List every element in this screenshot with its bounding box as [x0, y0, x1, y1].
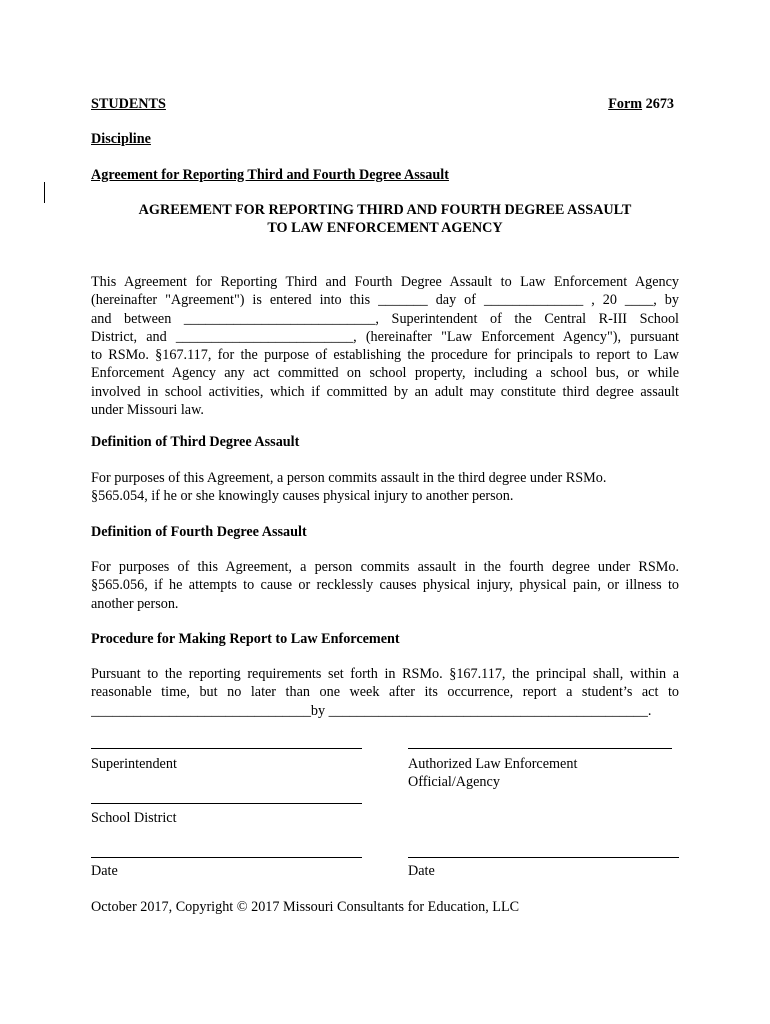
superintendent-label: Superintendent	[91, 756, 177, 772]
fourth-degree-line: §565.056, if he attempts to cause or recklessly causes physical injury, physical pain, or illness to	[91, 577, 679, 594]
date-right-label: Date	[408, 863, 435, 879]
procedure-heading: Procedure for Making Report to Law Enforcement	[91, 631, 400, 647]
third-degree-paragraph	[91, 469, 679, 506]
subcategory-heading: Discipline	[91, 131, 151, 147]
intro-line: to RSMo. §167.117, for the purpose of establishing the procedure for principals to report to Law	[91, 347, 679, 364]
procedure-line: _______________________________by _____________________________________________.	[91, 702, 652, 719]
date-left-label: Date	[91, 863, 118, 879]
title-line-2: TO LAW ENFORCEMENT AGENCY	[267, 220, 503, 237]
form-number-heading	[608, 95, 674, 113]
fourth-degree-paragraph	[91, 558, 679, 613]
intro-line: Enforcement Agency any act committed on school property, including a school bus, or while	[91, 365, 679, 382]
category-heading: STUDENTS	[91, 96, 166, 112]
fourth-degree-line: For purposes of this Agreement, a person commits assault in the fourth degree under RSMo.	[91, 559, 679, 575]
third-degree-line: §565.054, if he or she knowingly causes physical injury to another person.	[91, 488, 514, 505]
intro-line: and between ___________________________, Superintendent of the Central R-III School	[91, 310, 679, 327]
school-district-label: School District	[91, 810, 177, 826]
procedure-paragraph	[91, 665, 679, 720]
copyright-footer: October 2017, Copyright © 2017 Missouri Consultants for Education, LLC	[91, 899, 520, 915]
text-cursor-marker	[44, 182, 45, 203]
intro-line: involved in school activities, which if committed by an adult may constitute third degree assault	[91, 383, 679, 400]
law-enforcement-label-line-1: Authorized Law Enforcement	[408, 756, 578, 772]
law-enforcement-signature-line	[408, 748, 672, 749]
school-district-signature-line	[91, 803, 362, 804]
intro-line: (hereinafter "Agreement") is entered into this _______ day of ______________ , 20 ____, by	[91, 292, 679, 309]
intro-line: District, and _________________________, (hereinafter "Law Enforcement Agency"), pursuant	[91, 328, 679, 345]
date-right-line	[408, 857, 679, 858]
intro-paragraph	[91, 273, 679, 419]
law-enforcement-label	[408, 755, 577, 792]
superintendent-signature-line	[91, 748, 362, 749]
title-line-1: AGREEMENT FOR REPORTING THIRD AND FOURTH DEGREE ASSAULT	[138, 202, 632, 218]
procedure-line: reasonable time, but no later than one week after its occurrence, report a student’s act to	[91, 684, 679, 701]
procedure-line: Pursuant to the reporting requirements set forth in RSMo. §167.117, the principal shall, within a	[91, 666, 679, 682]
intro-line: under Missouri law.	[91, 402, 204, 419]
intro-line: This Agreement for Reporting Third and Fourth Degree Assault to Law Enforcement Agency	[91, 274, 679, 290]
third-degree-line: For purposes of this Agreement, a person commits assault in the third degree under RSMo.	[91, 470, 607, 486]
document-title	[91, 201, 679, 238]
document-subject: Agreement for Reporting Third and Fourth Degree Assault	[91, 167, 449, 183]
date-left-line	[91, 857, 362, 858]
law-enforcement-label-line-2: Official/Agency	[408, 774, 500, 791]
form-number: 2673	[645, 96, 674, 112]
fourth-degree-line: another person.	[91, 595, 179, 612]
third-degree-heading: Definition of Third Degree Assault	[91, 434, 300, 450]
fourth-degree-heading: Definition of Fourth Degree Assault	[91, 524, 307, 540]
form-label: Form	[608, 96, 643, 112]
